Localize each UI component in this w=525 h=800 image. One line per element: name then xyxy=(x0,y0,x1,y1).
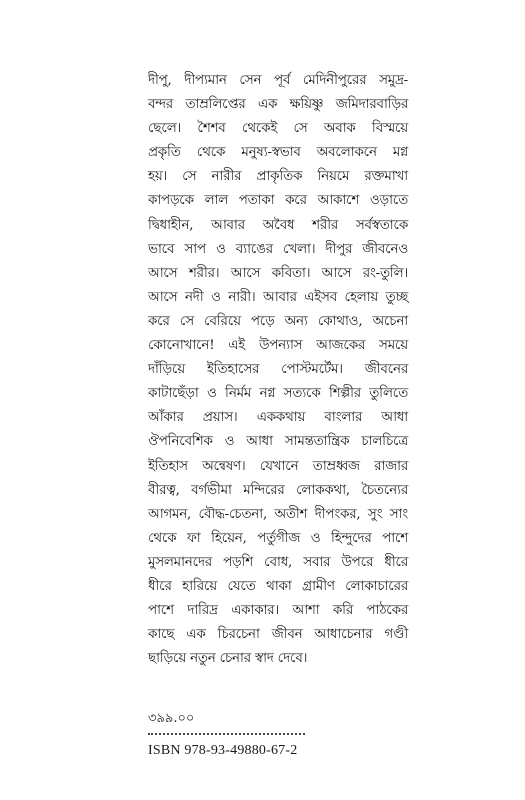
isbn-label: ISBN 978-93-49880-67-2 xyxy=(148,743,298,758)
blurb-line: প্রকৃতি থেকে মনুষ্য-স্বভাব অবলোকনে মগ্ন xyxy=(148,145,408,161)
blurb-text xyxy=(148,69,408,671)
blurb-line: ভাবে সাপ ও ব্যাঙের খেলা। দীপুর জীবনেও xyxy=(148,241,408,257)
blurb-line: ছাড়িয়ে নতুন চেনার স্বাদ দেবে। xyxy=(148,651,308,667)
blurb-line: দাঁড়িয়ে ইতিহাসের পোস্টমর্টেম। জীবনের xyxy=(148,362,408,378)
blurb-line: আগমন, বৌদ্ধ-চেতনা, অতীশ দীপংকর, সুং সাং xyxy=(148,506,408,522)
blurb-line: কোনোখানে! এই উপন্যাস আজকের সময়ে xyxy=(148,338,408,354)
blurb-line: পাশে দারিদ্র একাকার। আশা করি পাঠকের xyxy=(148,603,408,619)
blurb-line: ঔপনিবেশিক ও আধা সামন্ততান্ত্রিক চালচিত্রে xyxy=(148,434,408,450)
blurb-line: ইতিহাস অন্বেষণ। যেখানে তাম্রধ্বজ রাজার xyxy=(148,458,408,474)
blurb-line: আসে শরীর। আসে কবিতা। আসে রং-তুলি। xyxy=(148,265,408,281)
blurb-line: কাছে এক চিরচেনা জীবন আধাচেনার গণ্ডী xyxy=(148,627,408,643)
blurb-line: কাটাছেঁড়া ও নির্মম নগ্ন সত্যকে শিল্পীর তুলিতে xyxy=(148,386,408,402)
blurb-line: দীপু, দীপ্যমান সেন পূর্ব মেদিনীপুরের সমুদ্র- xyxy=(148,73,408,88)
blurb-line: মুসলমানদের পড়শি বোধ, সবার উপরে ধীরে xyxy=(148,554,408,570)
blurb-line: ধীরে হারিয়ে যেতে থাকা গ্রামীণ লোকাচারের xyxy=(148,578,408,594)
blurb-line: করে সে বেরিয়ে পড়ে অন্য কোথাও, অচেনা xyxy=(148,313,408,329)
blurb-line: থেকে ফা হিয়েন, পর্তুগীজ ও হিন্দুদের পাশে xyxy=(148,530,408,546)
price-label: ৩৯৯.০০ xyxy=(148,711,195,726)
blurb-line: বন্দর তাম্রলিপ্তের এক ক্ষয়িষ্ণু জমিদারবাড়ির xyxy=(148,97,408,113)
blurb-line: হয়। সে নারীর প্রাকৃতিক নিয়মে রক্তমাখা xyxy=(148,169,408,185)
blurb-line: বীরত্ব, বর্গভীমা মন্দিরের লোককথা, চৈতন্যের xyxy=(148,482,408,498)
blurb-line: দ্বিধাহীন, আবার অবৈধ শরীর সর্বস্বতাকে xyxy=(148,217,408,233)
dotted-divider xyxy=(148,733,305,735)
blurb-line: আঁকার প্রয়াস। এককথায় বাংলার আধা xyxy=(148,410,408,426)
blurb-line: আসে নদী ও নারী। আবার এইসব হেলায় তুচ্ছ xyxy=(148,289,408,305)
blurb-line: কাপড়কে লাল পতাকা করে আকাশে ওড়াতে xyxy=(148,193,408,209)
blurb-line: ছেলে। শৈশব থেকেই সে অবাক বিস্ময়ে xyxy=(148,121,408,137)
